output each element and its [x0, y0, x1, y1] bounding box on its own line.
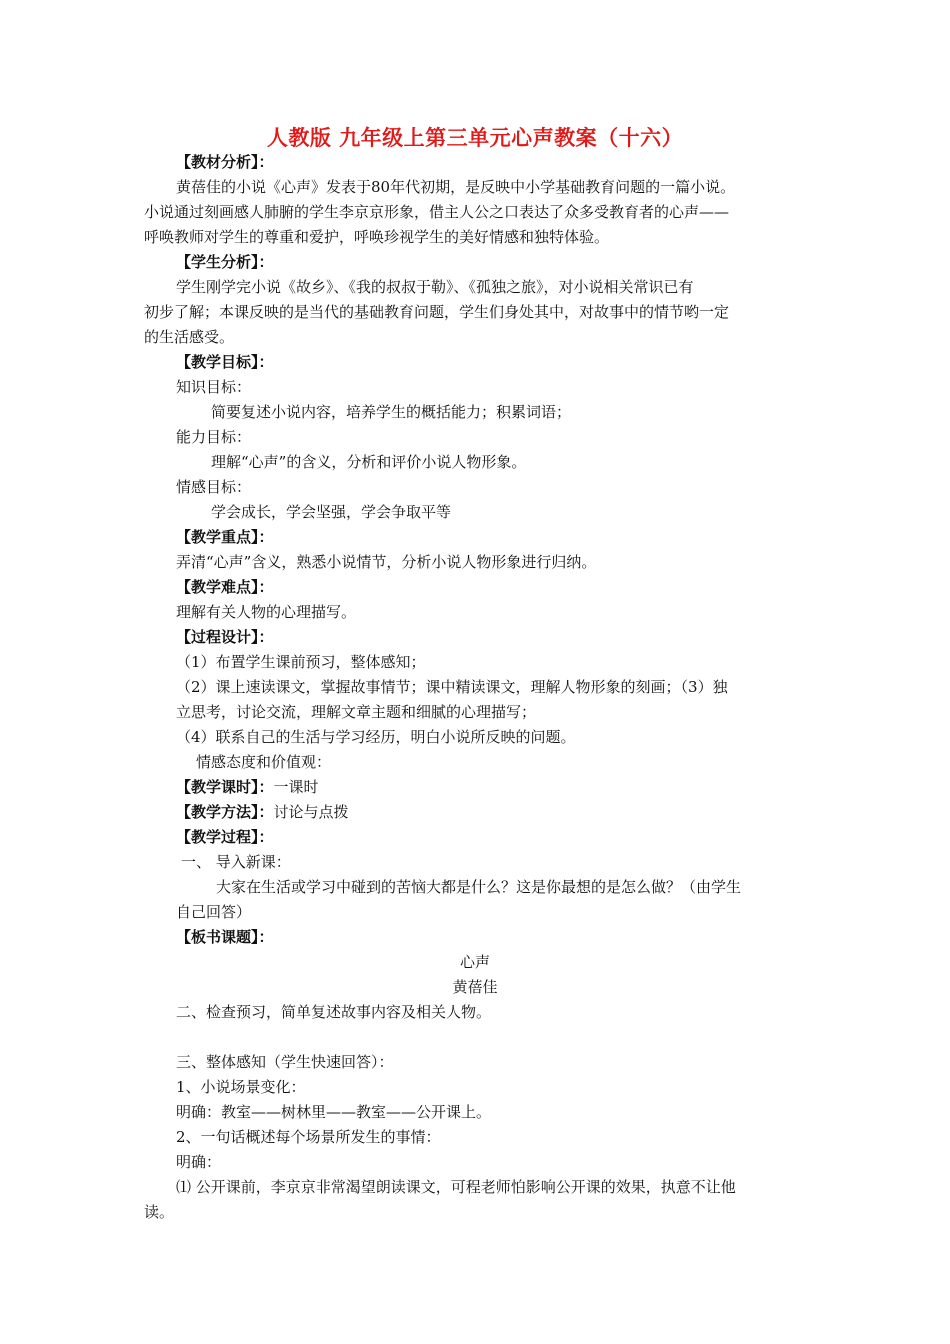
steps-heading: 【教学过程】： — [176, 828, 274, 846]
process-heading: 【过程设计】： — [176, 628, 274, 646]
step1-title: 一、 导入新课： — [181, 853, 291, 871]
answer-2-line-2: 读。 — [144, 1203, 175, 1221]
board-title: 心声 — [459, 953, 490, 971]
board-author: 黄蓓佳 — [452, 978, 498, 996]
process-line-4: （4）联系自己的生活与学习经历，明白小说所反映的问题。 — [176, 728, 576, 746]
analysis-line-3: 呼唤教师对学生的尊重和爱护，呼唤珍视学生的美好情感和独特体验。 — [144, 228, 610, 246]
difficulty-heading: 【教学难点】： — [176, 578, 274, 596]
process-line-2: （2）课上速读课文，掌握故事情节；课中精读课文，理解人物形象的刻画；（3）独 — [176, 678, 728, 696]
method-text: 讨论与点拨 — [273, 803, 349, 821]
emotion-label: 情感目标： — [176, 478, 252, 496]
answer-1: 明确：教室——树林里——教室——公开课上。 — [176, 1103, 492, 1121]
process-line-3: 立思考，讨论交流，理解文章主题和细腻的心理描写； — [176, 703, 537, 721]
knowledge-label: 知识目标： — [176, 378, 252, 396]
difficulty-text: 理解有关人物的心理描写。 — [176, 603, 357, 621]
step2: 二、检查预习，简单复述故事内容及相关人物。 — [176, 1003, 492, 1021]
knowledge-text: 简要复述小说内容，培养学生的概括能力；积累词语； — [211, 403, 572, 421]
hours-text: 一课时 — [273, 778, 319, 796]
method-heading: 【教学方法】： — [176, 803, 274, 821]
student-line-1: 学生刚学完小说《故乡》、《我的叔叔于勒》、《孤独之旅》，对小说相关常识已有 — [176, 278, 694, 296]
analysis-line-1: 黄蓓佳的小说《心声》发表于80年代初期，是反映中小学基础教育问题的一篇小说。 — [176, 178, 736, 196]
question-1: 1、小说场景变化： — [176, 1078, 306, 1096]
hours-row — [176, 777, 319, 797]
board-heading: 【板书课题】： — [176, 928, 274, 946]
student-line-3: 的生活感受。 — [144, 328, 235, 346]
student-line-2: 初步了解；本课反映的是当代的基础教育问题，学生们身处其中，对故事中的情节哟一定 — [144, 303, 730, 321]
student-heading: 【学生分析】： — [176, 253, 274, 271]
step1-line-1: 大家在生活或学习中碰到的苦恼大都是什么？这是你最想的是怎么做？（由学生 — [216, 878, 742, 896]
step3: 三、整体感知（学生快速回答）： — [176, 1053, 394, 1071]
goals-heading: 【教学目标】： — [176, 353, 274, 371]
focus-text: 弄清“心声”含义，熟悉小说情节，分析小说人物形象进行归纳。 — [176, 553, 597, 571]
analysis-heading: 【教材分析】： — [176, 153, 274, 171]
answer-2-label: 明确： — [176, 1153, 222, 1171]
ability-label: 能力目标： — [176, 428, 252, 446]
process-line-5: 情感态度和价值观： — [196, 753, 332, 771]
answer-2-line-1: ⑴ 公开课前，李京京非常渴望朗读课文，可程老师怕影响公开课的效果，执意不让他 — [176, 1178, 736, 1196]
method-row — [176, 802, 349, 822]
analysis-line-2: 小说通过刻画感人肺腑的学生李京京形象，借主人公之口表达了众多受教育者的心声—— — [144, 203, 730, 221]
question-2: 2、一句话概述每个场景所发生的事情： — [176, 1128, 441, 1146]
step1-line-2: 自己回答） — [176, 903, 252, 921]
emotion-text: 学会成长，学会坚强，学会争取平等 — [211, 503, 452, 521]
process-line-1: （1）布置学生课前预习，整体感知； — [176, 653, 426, 671]
document-title: 人教版 九年级上第三单元心声教案（十六） — [266, 126, 684, 150]
ability-text: 理解“心声”的含义，分析和评价小说人物形象。 — [211, 453, 527, 471]
hours-heading: 【教学课时】： — [176, 778, 274, 796]
focus-heading: 【教学重点】： — [176, 528, 274, 546]
